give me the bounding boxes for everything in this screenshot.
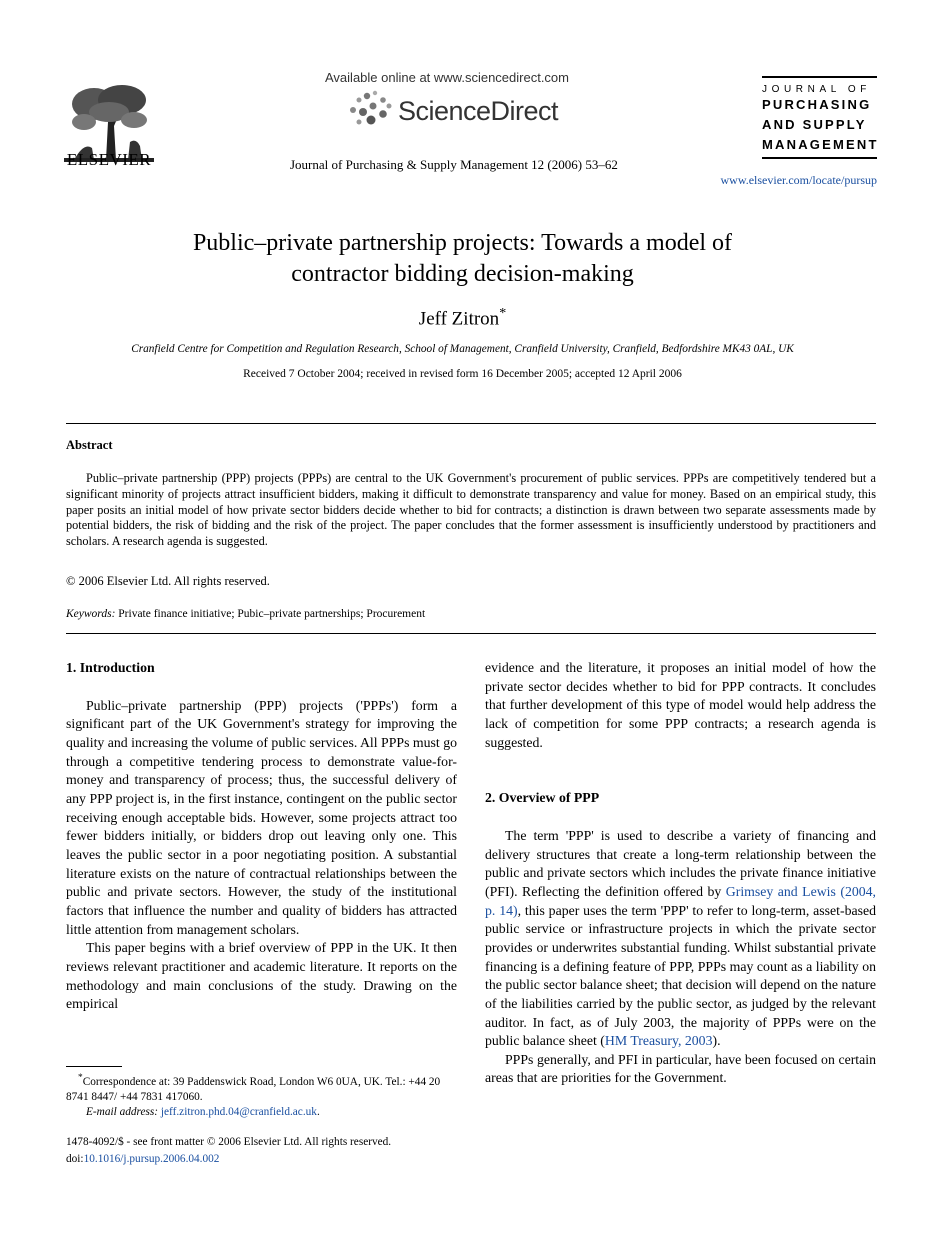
sciencedirect-dots-icon	[345, 88, 395, 130]
doi-link[interactable]: 10.1016/j.pursup.2006.04.002	[83, 1153, 220, 1165]
available-online-text: Available online at www.sciencedirect.com	[325, 70, 569, 85]
divider-bottom	[66, 633, 876, 634]
section-heading-overview: 2. Overview of PPP	[485, 790, 600, 806]
doi-label: doi:	[66, 1153, 84, 1165]
intro-paragraph-2: This paper begins with a brief overview of PPP in the UK. It then reviews relevant practitioner and academic literature. It reports on the methodology and main conclusions of the study. Drawing on the empirical	[66, 940, 457, 1012]
footnote	[66, 1071, 457, 1120]
ref-hm-treasury-link[interactable]: HM Treasury, 2003	[604, 1033, 713, 1049]
issn-line: 1478-4092/$ - see front matter © 2006 Elsevier Ltd. All rights reserved.	[66, 1136, 392, 1148]
abstract-body: Public–private partnership (PPP) projects (PPPs) are central to the UK Government's procurement of public services. PPPs are competitively tendered but a significant minority of projects attract insufficient bidders, making it difficult to demonstrate transparency and value for money. Based on an empirical study, this paper posits an initial model of how private sector bidders decide whether to bid for contracts; a distinction is drawn between two separate assessments made by potential bidders, the risk of bidding and the risk of the project. The paper concludes that the former assessment is insufficiently understood by practitioners and scholars. A research agenda is suggested.	[66, 471, 876, 549]
article-title	[60, 228, 865, 290]
journal-masthead	[762, 76, 877, 159]
author-affiliation: Cranfield Centre for Competition and Regulation Research, School of Management, Cranfield University, Cranfield, Bedfordshire MK43 0AL, UK	[131, 343, 794, 355]
journal-url-link[interactable]: www.elsevier.com/locate/pursup	[720, 173, 877, 187]
overview-p1-text-a: The term 'PPP' is used to describe a variety of financing and delivery structures that create a long-term relationship between the public and private sectors which includes the private finance initiative (PFI). Reflecting the definition offered by	[485, 827, 876, 899]
ref-grimsey-lewis-link[interactable]: Grimsey and Lewis (2004, p. 14)	[485, 883, 876, 918]
keywords-list: Private finance initiative; Pubic–private partnerships; Procurement	[118, 608, 426, 620]
title-line-2: contractor bidding decision-making	[291, 261, 634, 287]
journal-of-label: JOURNAL OF	[762, 84, 871, 95]
author-line	[60, 306, 865, 330]
publisher-name: ELSEVIER	[66, 150, 152, 169]
left-column	[66, 659, 457, 1014]
intro-paragraph-2-continued: evidence and the literature, it proposes an initial model of how the private sector decides whether to bid for PPP contracts. It concludes that further development of this type of model would help address the lack of competition for some PPP contracts; a research agenda is suggested.	[485, 660, 876, 750]
email-period: .	[316, 1105, 320, 1118]
title-line-1: Public–private partnership projects: Towards a model of	[192, 230, 733, 256]
section-heading-introduction: 1. Introduction	[66, 660, 155, 675]
intro-paragraph-1: Public–private partnership (PPP) projects ('PPPs') form a significant part of the UK Government's strategy for improving the quality and increasing the volume of public services. All PPPs must go through a competitive tendering process to demonstrate value-for-money and transparency of process; thus, the successful delivery of any PPP project is, in the first instance, contingent on the public sector receiving enough acceptable bids. However, some projects attract too fewer bidders initially, or bidders drop out leaving only one. This leaves the public sector in a poor negotiating position. A substantial literature exists on the nature of contractual relationships between the public and private sectors. However, the study of the institutional factors that influence the number and quality of bidders has attracted little attention from management scholars.	[66, 697, 457, 937]
journal-title-line1: PURCHASING	[762, 97, 872, 112]
journal-citation: Journal of Purchasing & Supply Management 12 (2006) 53–62	[290, 157, 618, 172]
email-label: E-mail address:	[86, 1105, 159, 1118]
footnote-mark: *	[78, 1073, 83, 1083]
journal-title-line3: MANAGEMENT	[762, 137, 879, 152]
abstract-heading: Abstract	[66, 438, 113, 452]
keywords	[66, 608, 425, 620]
footnote-rule	[66, 1066, 122, 1067]
received-dates: Received 7 October 2004; received in revised form 16 December 2005; accepted 12 April 2006	[243, 368, 682, 380]
author-email-link[interactable]: jeff.zitron.phd.04@cranfield.ac.uk	[160, 1105, 317, 1118]
divider-top	[66, 423, 876, 424]
footnote-correspondence: Correspondence at: 39 Paddenswick Road, London W6 0UA, UK. Tel.: +44 20 8741 8447/ +44 7831 417060.	[66, 1075, 441, 1103]
right-column	[485, 659, 876, 1088]
issn-block	[66, 1134, 457, 1168]
abstract-copyright: © 2006 Elsevier Ltd. All rights reserved.	[66, 574, 270, 588]
keywords-label: Keywords:	[66, 608, 116, 620]
overview-p1-text-c: ).	[712, 1033, 721, 1049]
sciencedirect-wordmark: ScienceDirect	[398, 96, 559, 126]
author-name: Jeff Zitron	[418, 308, 500, 330]
journal-title-line2: AND SUPPLY	[762, 117, 867, 132]
author-footnote-mark[interactable]: *	[499, 306, 507, 321]
overview-paragraph-1	[485, 827, 876, 1051]
overview-p1-text-b: , this paper uses the term 'PPP' to refer to long-term, asset-based public service or infrastructure projects in which the private sector provides or underwrites substantial funding. Whilst substantial private financing is a defining feature of PPP, PPPs may count as a liability on the public sector balance sheet; that decision will depend on the nature of the liabilities carried by the public sector, as judged by the relevant auditor. In fact, as of July 2003, the majority of PPPs were on the public balance sheet (	[485, 902, 876, 1049]
overview-paragraph-2: PPPs generally, and PFI in particular, have been focused on certain areas that are priorities for the Government.	[485, 1051, 876, 1086]
